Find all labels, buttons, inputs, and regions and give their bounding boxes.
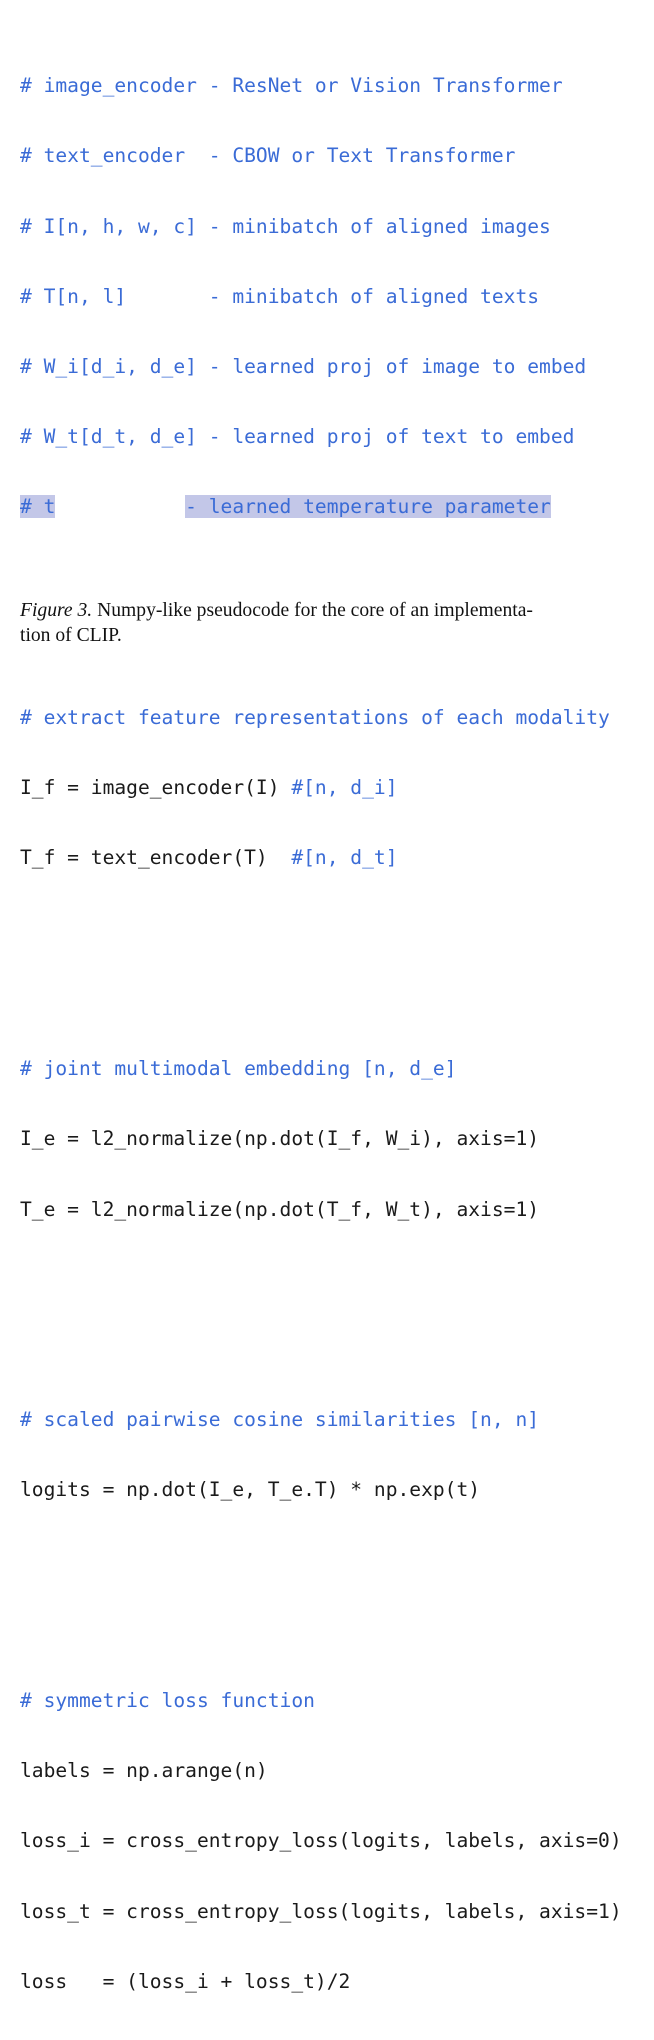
code-line: loss = (loss_i + loss_t)/2 (20, 1969, 351, 1993)
figure-caption (20, 598, 640, 648)
code-line (20, 776, 622, 799)
code-comment-line-highlighted (20, 495, 622, 518)
code-comment-line: # I[n, h, w, c] - minibatch of aligned images (20, 214, 551, 238)
code-line: loss_t = cross_entropy_loss(logits, labels, axis=1) (20, 1899, 622, 1923)
code-line: labels = np.arange(n) (20, 1759, 268, 1783)
code-line: loss_i = cross_entropy_loss(logits, labels, axis=0) (20, 1829, 622, 1853)
code-line: I_e = l2_normalize(np.dot(I_f, W_i), axis=1) (20, 1127, 540, 1151)
blank-line (20, 1291, 622, 1314)
code-comment-line: # image_encoder - ResNet or Vision Transformer (20, 74, 563, 98)
section-comment: # symmetric loss function (20, 1688, 315, 1712)
code-text: T_f = text_encoder(T) (20, 846, 292, 870)
code-comment-line: # W_i[d_i, d_e] - learned proj of image to embed (20, 355, 587, 379)
code-line (20, 846, 622, 869)
section-comment: # joint multimodal embedding [n, d_e] (20, 1057, 457, 1081)
figure-label: Figure 3. (20, 600, 93, 621)
code-text: I_f = image_encoder(I) (20, 776, 292, 800)
selection-highlight: # t (20, 495, 56, 519)
selection-highlight: - learned temperature parameter (185, 495, 551, 519)
caption-text-continued: tion of CLIP. (20, 625, 122, 646)
pseudocode-block (20, 4, 622, 2040)
code-line: T_e = l2_normalize(np.dot(T_f, W_t), axis=1) (20, 1197, 540, 1221)
section-comment: # extract feature representations of each modality (20, 706, 610, 730)
section-comment: # scaled pairwise cosine similarities [n, n] (20, 1408, 540, 1432)
inline-comment: #[n, d_t] (291, 846, 398, 870)
blank-line (20, 1572, 622, 1595)
blank-line (20, 940, 622, 963)
caption-text: Numpy-like pseudocode for the core of an implementa- (92, 600, 533, 621)
inline-comment: #[n, d_i] (291, 776, 398, 800)
code-comment-line: # W_t[d_t, d_e] - learned proj of text to embed (20, 425, 575, 449)
code-line: logits = np.dot(I_e, T_e.T) * np.exp(t) (20, 1478, 481, 1502)
code-comment-line: # T[n, l] - minibatch of aligned texts (20, 284, 540, 308)
code-comment-line: # text_encoder - CBOW or Text Transformer (20, 144, 516, 168)
code-spacing (55, 495, 185, 518)
